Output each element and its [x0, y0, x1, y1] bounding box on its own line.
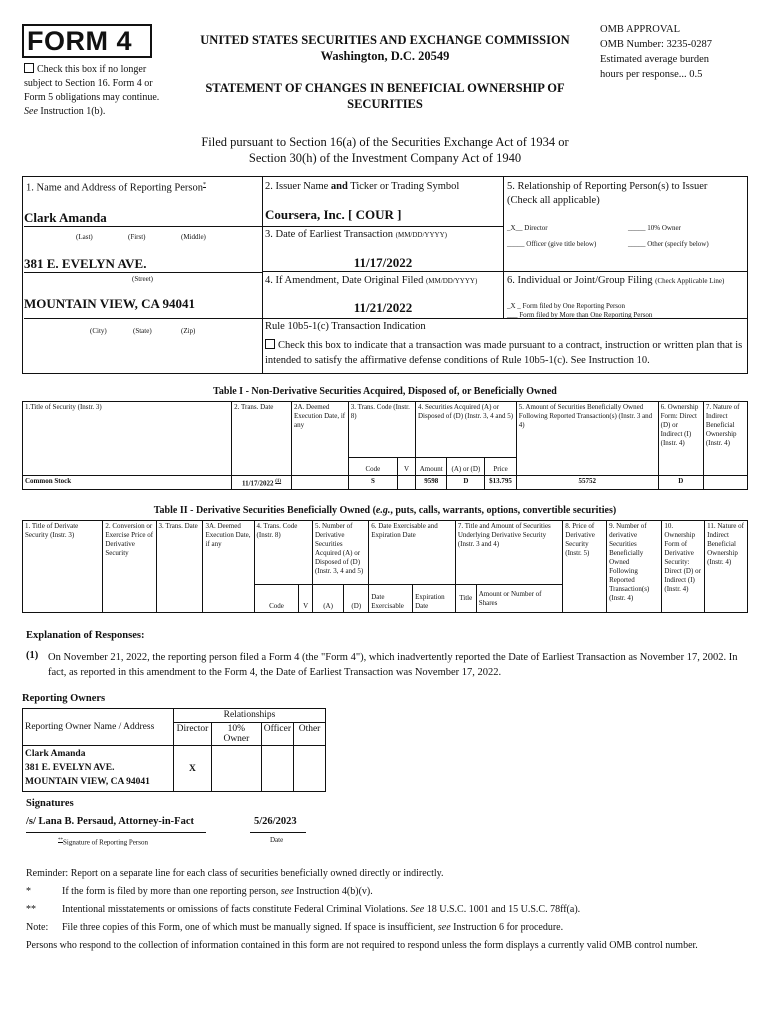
reporting-owners-table: Reporting Owner Name / Address Relationships Director 10% Owner Officer Other Clark Amanda 381 E. EVELYN AVE. MOUNTAIN VIEW, CA 94041 X	[22, 708, 326, 792]
derivative-table: 1. Title of Derivate Security (Instr. 3) 2. Conversion or Exercise Price of Derivative Security 3. Trans. Date 3A. Deemed Execution Date, if any 4. Trans. Code (Instr. 8) 5. Number of Derivative Securities Acquired (A) or Disposed of (D) (Instr. 3, 4 and 5) 6. Date Exercisable and Expiration Date 7. Title and Amount of Securities Underlying Derivative Security (Instr. 3 and 4) 8. Price of Derivative Security (Instr. 5) 9. Number of derivative Securities Beneficially Owned Following Reported Transaction(s) (Instr. 4) 10. Ownership Form of Derivative Security: Direct (D) or Indirect (I) (Instr. 4) 11. Nature of Indirect Beneficial Ownership (Instr. 4) Code V (A) (D) Date Exercisable Expiration Date Title Amount or Number of Shares	[22, 520, 748, 613]
t2-h-price: 8. Price of Derivative Security (Instr. 5)	[563, 521, 607, 613]
t2-h-code: 4. Trans. Code (Instr. 8)	[254, 521, 312, 585]
t1-security: Common Stock	[23, 476, 232, 490]
t1-h-form: 6. Ownership Form: Direct (D) or Indirect (I) (Instr. 4)	[658, 402, 703, 476]
agency-heading: UNITED STATES SECURITIES AND EXCHANGE COMMISSION Washington, D.C. 20549	[200, 33, 570, 63]
t2-h-deemed: 3A. Deemed Execution Date, if any	[203, 521, 254, 613]
omb-approval: OMB APPROVAL OMB Number: 3235-0287 Estimated average burden hours per response... 0.5	[600, 24, 712, 80]
ro-name-address: Clark Amanda 381 E. EVELYN AVE. MOUNTAIN VIEW, CA 94041	[23, 746, 174, 792]
form-heading: STATEMENT OF CHANGES IN BENEFICIAL OWNERSHIP OF SECURITIES	[205, 81, 565, 111]
t2-h-owned: 9. Number of derivative Securities Beneficially Owned Following Reported Transaction(s) (Instr. 4)	[607, 521, 662, 613]
t1-owned: 55752	[516, 476, 658, 490]
ro-h-relationships: Relationships	[174, 709, 326, 723]
relationship-officer[interactable]: _____ Officer (give title below)	[507, 240, 597, 248]
rule10b5-checkbox[interactable]	[265, 339, 275, 349]
ro-h-name: Reporting Owner Name / Address	[23, 709, 174, 746]
t2-h-date: 3. Trans. Date	[156, 521, 203, 613]
relationship-10pct[interactable]: _____ 10% Owner	[628, 224, 681, 232]
table-row	[23, 476, 748, 490]
filing-multiple-persons[interactable]: ___ Form filed by More than One Reporting Person	[507, 311, 653, 319]
t1-price: $13.795	[485, 476, 517, 490]
issuer-name: Coursera, Inc. [ COUR ]	[265, 207, 402, 222]
non-derivative-table: 1.Title of Security (Instr. 3) 2. Trans. Date 2A. Deemed Execution Date, if any 3. Trans. Code (Instr. 8) 4. Securities Acquired (A) or Disposed of (D) (Instr. 3, 4 and 5) 5. Amount of Securities Beneficially Owned Following Reported Transaction(s) (Instr. 3 and 4) 6. Ownership Form: Direct (D) or Indirect (I) (Instr. 4) 7. Nature of Indirect Beneficial Ownership (Instr. 4) Code V Amount (A) or (D) Price Common Stock 11/17/2022 $^{(1)}$ S 9598 D $13.795 55752 D	[22, 401, 748, 490]
ro-director-mark: X	[174, 746, 212, 792]
section16-checkbox-text: Check this box if no longer subject to Section 16. Form 4 or Form 5 obligations may continue. See Instruction 1(b).	[24, 64, 160, 117]
t1-h-nature: 7. Nature of Indirect Beneficial Ownership (Instr. 4)	[703, 402, 747, 476]
reporting-owners-heading: Reporting Owners	[22, 693, 106, 704]
t1-code: S	[348, 476, 397, 490]
t1-h-date: 2. Trans. Date	[232, 402, 292, 476]
box4-label: 4. If Amendment, Date Original Filed (MM/DD/YYYY)	[265, 275, 478, 286]
t1-aod: D	[447, 476, 485, 490]
signature-date: 5/26/2023	[254, 816, 297, 827]
rule10b5-label: Rule 10b5-1(c) Transaction Indication	[265, 321, 426, 332]
t1-h-acquired: 4. Securities Acquired (A) or Disposed of (D) (Instr. 3, 4 and 5)	[415, 402, 516, 458]
box1-label: 1. Name and Address of Reporting Person*	[26, 182, 207, 194]
footnote-label: (1)	[26, 650, 39, 661]
footnote-text: On November 21, 2022, the reporting person filed a Form 4 (the "Form 4"), which inadvertently reported the Date of Earliest Transaction as November 17, 2002. In fact, as reported in this amendment to the Form 4, the Date of Earliest Transaction was November 17, 2022.	[48, 652, 738, 678]
rule10b5-text: Check this box to indicate that a transaction was made pursuant to a contract, instruction or written plan that is intended to satisfy the affirmative defense conditions of Rule 10b5-1(c). See Instruction 10.	[265, 340, 743, 366]
t2-h-conversion: 2. Conversion or Exercise Price of Derivative Security	[103, 521, 156, 613]
reporting-person-name: Clark Amanda	[24, 210, 107, 225]
t1-h-title: 1.Title of Security (Instr. 3)	[23, 402, 232, 476]
t2-h-number: 5. Number of Derivative Securities Acquired (A) or Disposed of (D) (Instr. 3, 4 and 5)	[312, 521, 368, 585]
t2-h-nature: 11. Nature of Indirect Beneficial Ownership (Instr. 4)	[705, 521, 748, 613]
box6-label: 6. Individual or Joint/Group Filing (Check Applicable Line)	[507, 275, 725, 286]
signature-label: **Signature of Reporting Person	[58, 838, 148, 847]
original-filed-date: 11/21/2022	[353, 300, 413, 315]
relationship-other[interactable]: _____ Other (specify below)	[628, 240, 709, 248]
filed-pursuant: Filed pursuant to Section 16(a) of the Securities Exchange Act of 1934 or Section 30(h) of the Investment Company Act of 1940	[201, 135, 569, 165]
table-row	[23, 746, 326, 792]
t2-h-form: 10. Ownership Form of Derivative Security: Direct (D) or Indirect (I) (Instr. 4)	[662, 521, 705, 613]
earliest-transaction-date: 11/17/2022	[353, 255, 413, 270]
t2-h-exercisable: 6. Date Exercisable and Expiration Date	[369, 521, 456, 585]
t1-h-code: 3. Trans. Code (Instr. 8)	[348, 402, 415, 458]
city-state-zip: MOUNTAIN VIEW, CA 94041	[24, 296, 195, 311]
t1-form: D	[658, 476, 703, 490]
date-label: Date	[270, 836, 284, 844]
street-address: 381 E. EVELYN AVE.	[24, 256, 147, 271]
note-star: If the form is filed by more than one reporting person, see Instruction 4(b)(v).	[62, 886, 373, 897]
t1-h-deemed: 2A. Deemed Execution Date, if any	[291, 402, 348, 476]
relationship-director[interactable]: _X__ Director	[507, 224, 548, 232]
filing-one-person[interactable]: _X _ Form filed by One Reporting Person	[507, 302, 626, 310]
t1-h-owned: 5. Amount of Securities Beneficially Owned Following Reported Transaction(s) (Instr. 3 and 4)	[516, 402, 658, 476]
t1-date: 11/17/2022 $^{(1)}$	[232, 476, 292, 490]
t1-amount: 9598	[415, 476, 447, 490]
signer-name: /s/ Lana B. Persaud, Attorney-in-Fact	[26, 816, 194, 827]
reminder-text: Reminder: Report on a separate line for each class of securities beneficially owned directly or indirectly.	[26, 868, 444, 879]
box3-label: 3. Date of Earliest Transaction (MM/DD/YYYY)	[265, 229, 447, 240]
note-double-star: Intentional misstatements or omissions of facts constitute Federal Criminal Violations. See 18 U.S.C. 1001 and 15 U.S.C. 78ff(a).	[62, 904, 581, 915]
box5-label: 5. Relationship of Reporting Person(s) to Issuer (Check all applicable)	[507, 181, 708, 206]
table2-title: Table II - Derivative Securities Beneficially Owned (e.g., puts, calls, warrants, options, convertible securities)	[153, 505, 617, 516]
explanation-heading: Explanation of Responses:	[26, 630, 145, 641]
section16-checkbox[interactable]	[24, 63, 34, 73]
table1-title: Table I - Non-Derivative Securities Acquired, Disposed of, or Beneficially Owned	[213, 386, 557, 397]
t2-h-title: 1. Title of Derivate Security (Instr. 3)	[23, 521, 103, 613]
signatures-heading: Signatures	[26, 798, 74, 809]
t2-h-underlying: 7. Title and Amount of Securities Underlying Derivative Security (Instr. 3 and 4)	[455, 521, 562, 585]
form-title: FORM 4	[22, 24, 152, 58]
note-copies: File three copies of this Form, one of which must be manually signed. If space is insufficient, see Instruction 6 for procedure.	[62, 922, 564, 933]
box2-label: 2. Issuer Name and Ticker or Trading Symbol	[265, 181, 460, 192]
omb-notice: Persons who respond to the collection of information contained in this form are not required to respond unless the form displays a currently valid OMB control number.	[26, 940, 698, 951]
